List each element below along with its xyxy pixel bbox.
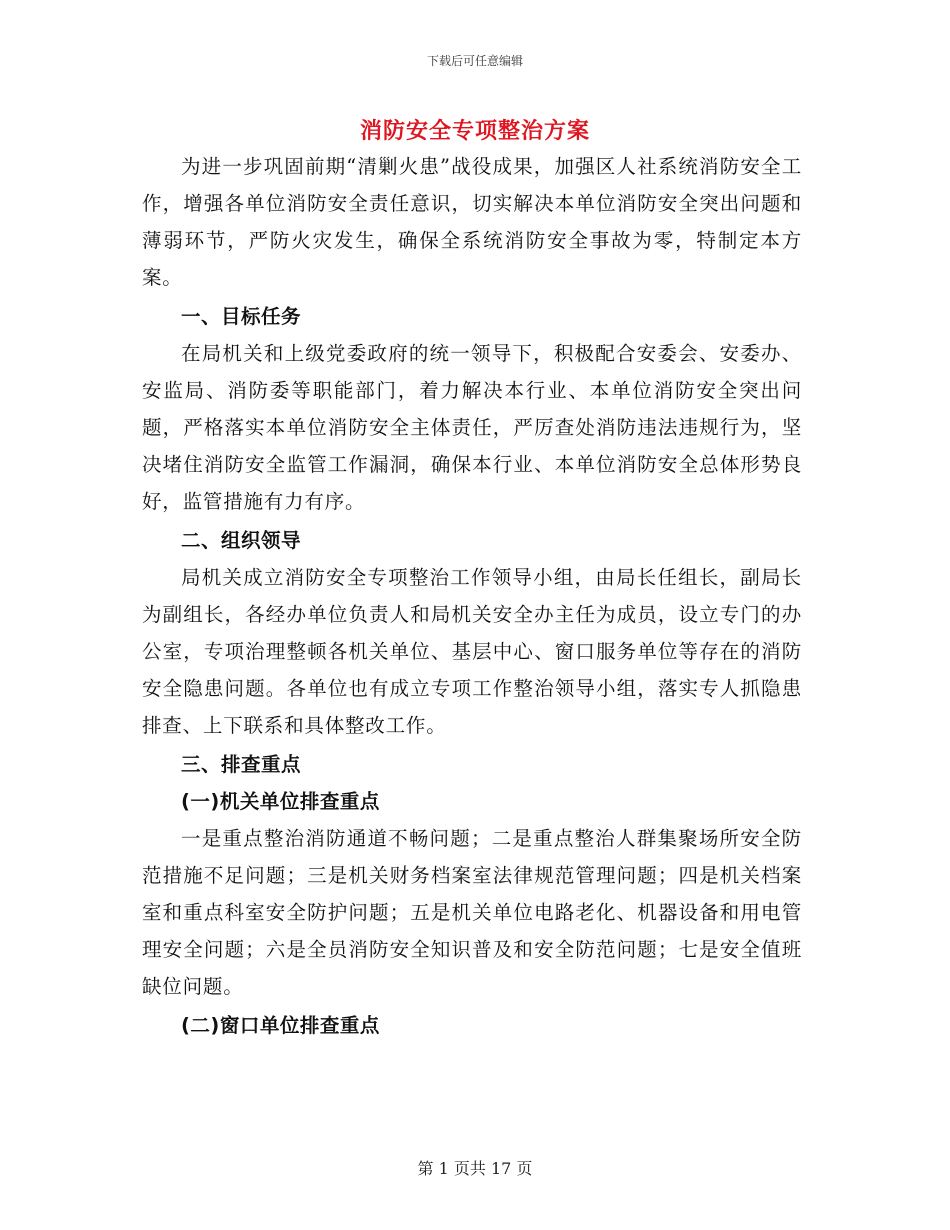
section-heading-inspection: 三、排查重点 [181, 753, 302, 776]
section-body-organization: 局机关成立消防安全专项整治工作领导小组，由局长任组长，副局长为副组长，各经办单位负责人和局机关安全办主任为成员，设立专门的办公室，专项治理整顿各机关单位、基层中心、窗口服务单位等存在的消防安全隐患问题。各单位也有成立专项工作整治领导小组，落实专人抓隐患排查、上下联系和具体整改工作。 [142, 566, 802, 737]
subsection-heading-agencies: (一)机关单位排查重点 [181, 790, 380, 813]
subsection-heading-windows: (二)窗口单位排查重点 [181, 1014, 380, 1037]
page-footer: 第 1 页共 17 页 [417, 1159, 533, 1178]
section-heading-organization: 二、组织领导 [181, 529, 302, 552]
document-body [142, 148, 802, 1044]
subsection-body-agencies: 一是重点整治消防通道不畅问题；二是重点整治人群集聚场所安全防范措施不足问题；三是机关财务档案室法律规范管理问题；四是机关档案室和重点科室安全防护问题；五是机关单位电路老化、机器设备和用电管理安全问题；六是全员消防安全知识普及和安全防范问题；七是安全值班缺位问题。 [142, 827, 802, 998]
intro-paragraph: 为进一步巩固前期“清剿火患”战役成果，加强区人社系统消防安全工作，增强各单位消防安全责任意识，切实解决本单位消防安全突出问题和薄弱环节，严防火灾发生，确保全系统消防安全事故为零，特制定本方案。 [142, 155, 802, 289]
section-body-goals: 在局机关和上级党委政府的统一领导下，积极配合安委会、安委办、安监局、消防委等职能部门，着力解决本行业、本单位消防安全突出问题，严格落实本单位消防安全主体责任，严厉查处消防违法违规行为，坚决堵住消防安全监管工作漏洞，确保本行业、本单位消防安全总体形势良好，监管措施有力有序。 [142, 342, 802, 513]
section-heading-goals: 一、目标任务 [181, 305, 302, 328]
document-title: 消防安全专项整治方案 [359, 119, 590, 144]
header-note: 下载后可任意编辑 [426, 54, 523, 68]
